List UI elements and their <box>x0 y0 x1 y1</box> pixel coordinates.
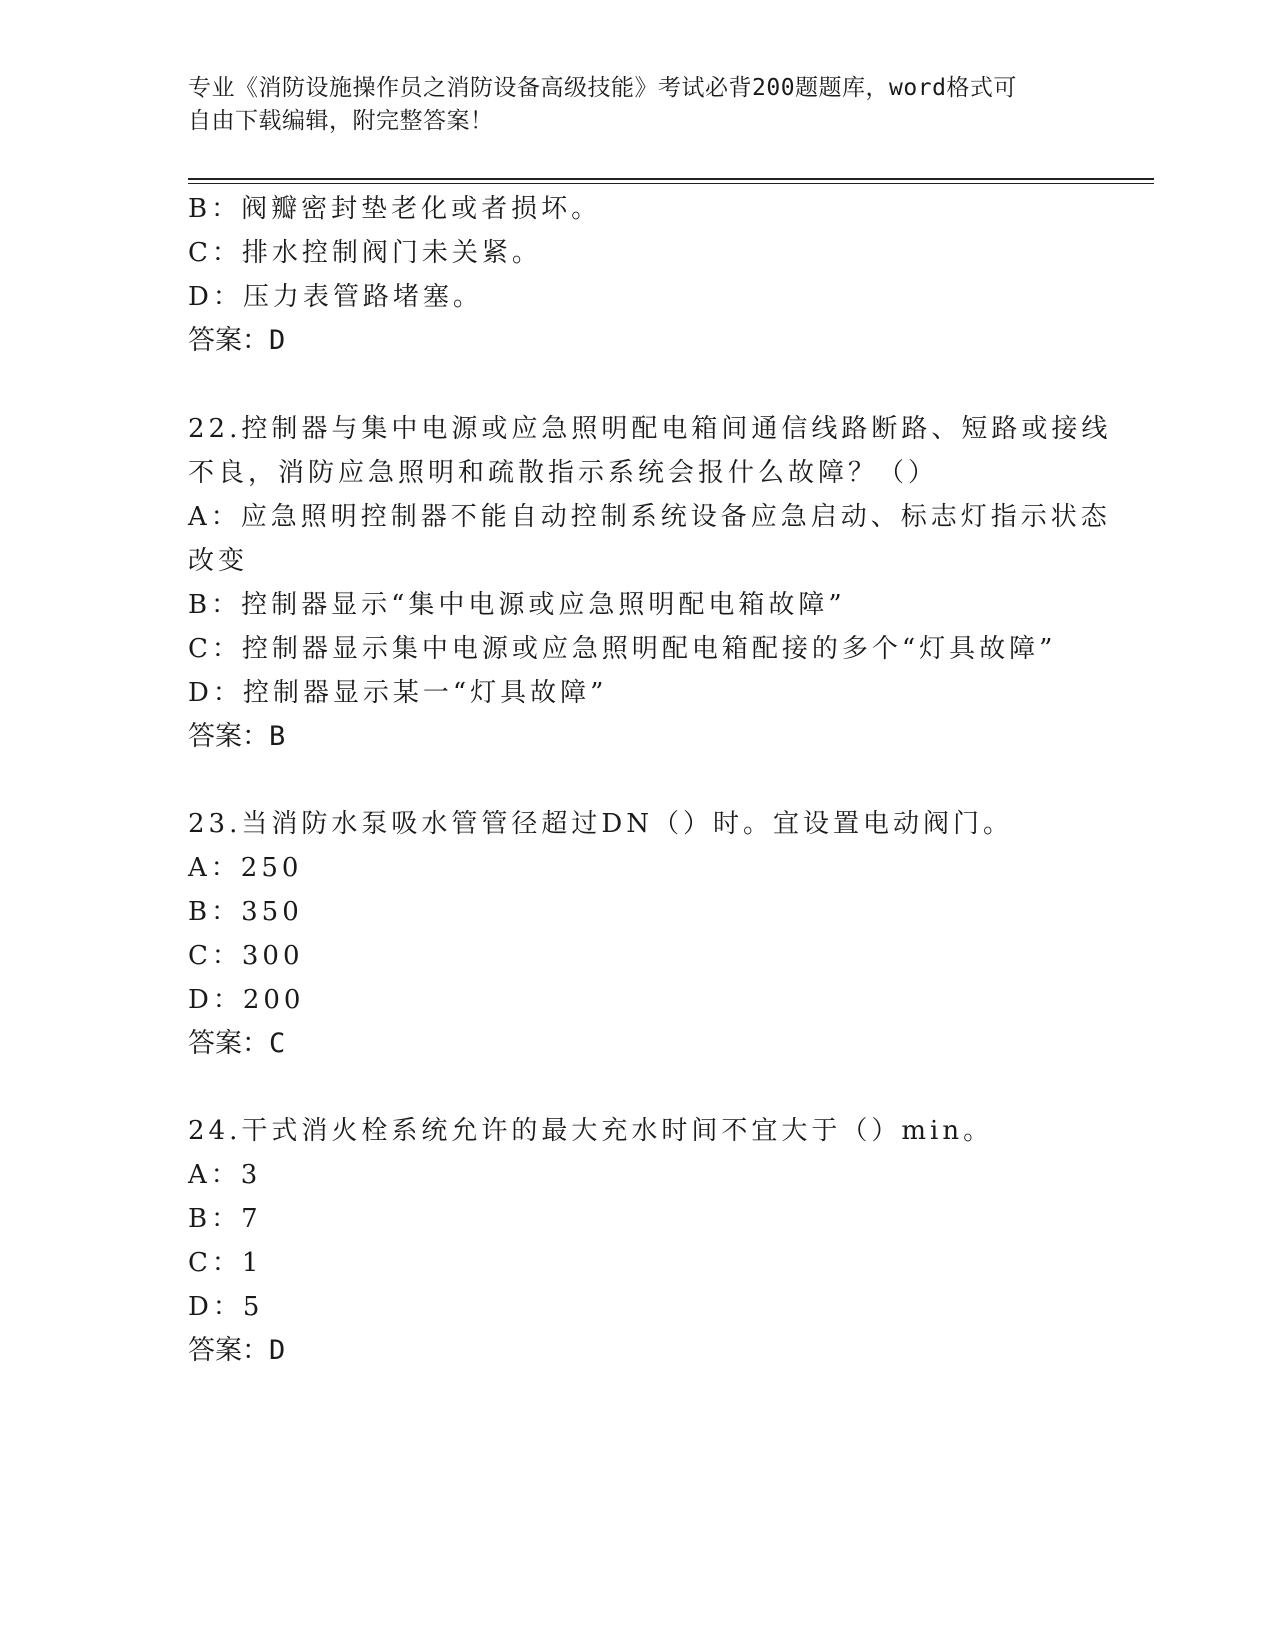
q21-option-d: D：压力表管路堵塞。 <box>188 282 483 312</box>
q22-option-a-line-2: 改变 <box>188 546 249 576</box>
q24-option-c: C：1 <box>188 1248 263 1278</box>
header-line-1: 专业《消防设施操作员之消防设备高级技能》考试必背200题题库，word格式可 <box>188 75 1017 101</box>
q22-option-a-line-1: A：应急照明控制器不能自动控制系统设备应急启动、标志灯指示状态 <box>188 502 1111 532</box>
document-header <box>188 72 1088 138</box>
q23-answer: 答案：C <box>188 1028 286 1059</box>
q24-option-d: D：5 <box>188 1292 264 1322</box>
q22-stem-line-1: 22.控制器与集中电源或应急照明配电箱间通信线路断路、短路或接线 <box>188 414 1112 444</box>
q24-option-b: B：7 <box>188 1204 262 1234</box>
q23-option-a: A：250 <box>188 853 303 883</box>
q21-option-b: B：阀瓣密封垫老化或者损坏。 <box>188 194 602 224</box>
q24-stem: 24.干式消火栓系统允许的最大充水时间不宜大于（）min。 <box>188 1116 994 1146</box>
q22-option-b: B：控制器显示“集中电源或应急照明配电箱故障” <box>188 590 846 620</box>
header-rule-thick <box>188 178 1154 180</box>
q22-answer: 答案：B <box>188 721 286 752</box>
q21-answer: 答案：D <box>188 325 286 356</box>
q23-option-b: B：350 <box>188 897 303 927</box>
q22-option-c: C：控制器显示集中电源或应急照明配电箱配接的多个“灯具故障” <box>188 634 1057 664</box>
q24-option-a: A：3 <box>188 1160 262 1190</box>
q22-option-d: D：控制器显示某一“灯具故障” <box>188 678 608 708</box>
q23-option-c: C：300 <box>188 941 304 971</box>
header-rule-thin <box>188 183 1154 184</box>
q22-stem-line-2: 不良，消防应急照明和疏散指示系统会报什么故障？（） <box>188 458 939 488</box>
q23-option-d: D：200 <box>188 985 305 1015</box>
q23-stem: 23.当消防水泵吸水管管径超过DN（）时。宜设置电动阀门。 <box>188 809 1013 839</box>
q24-answer: 答案：D <box>188 1335 286 1366</box>
q21-option-c: C：排水控制阀门未关紧。 <box>188 238 542 268</box>
header-line-2: 自由下载编辑，附完整答案！ <box>188 108 494 134</box>
